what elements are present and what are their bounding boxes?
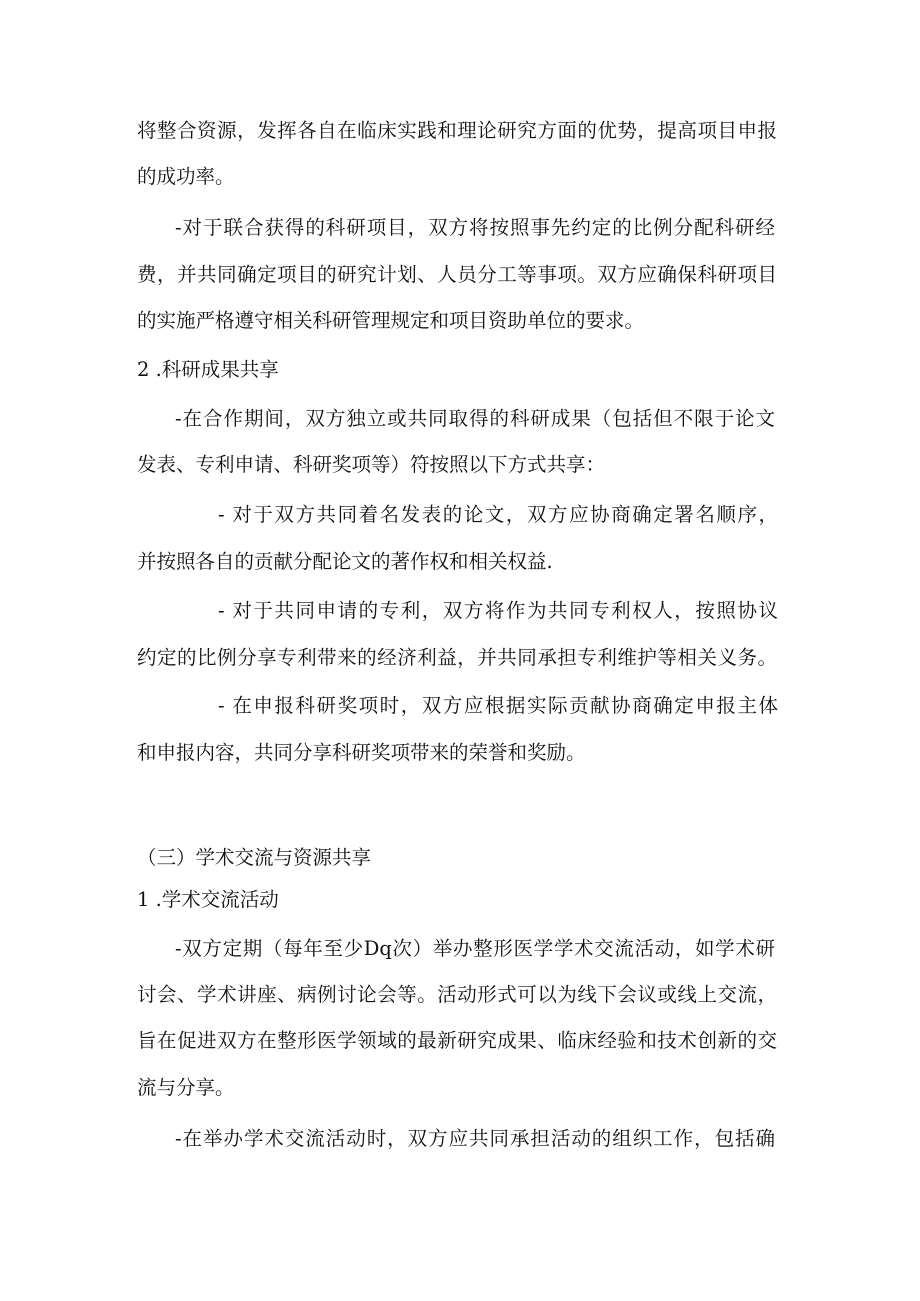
paragraph-line: -在举办学术交流活动时，双方应共同承担活动的组织工作，包括确 [175, 1127, 775, 1150]
paragraph-line: 发表、专利申请、科研奖项等）符按照以下方式共享： [137, 453, 606, 476]
paragraph-line: 讨会、学术讲座、病例讨论会等。活动形式可以为线下会议或线上交流， [137, 983, 777, 1006]
section-heading: 2 .科研成果共享 [137, 358, 279, 381]
paragraph-line: - 对于双方共同着名发表的论文，双方应协商确定署名顺序， [218, 503, 778, 526]
paragraph-line: -对于联合获得的科研项目，双方将按照事先约定的比例分配科研经 [175, 216, 775, 239]
paragraph-line: 的实施严格遵守相关科研管理规定和项目资助单位的要求。 [137, 309, 645, 332]
paragraph-line: -双方定期（每年至少Dq次）举办整形医学学术交流活动，如学术研 [175, 937, 775, 960]
paragraph-line: 和申报内容，共同分享科研奖项带来的荣誉和奖励。 [137, 741, 586, 764]
paragraph-line: 费，并共同确定项目的研究计划、人员分工等事项。双方应确保科研项目 [137, 263, 777, 286]
paragraph-line: -在合作期间，双方独立或共同取得的科研成果（包括但不限于论文 [175, 407, 775, 430]
section-heading: 1 .学术交流活动 [137, 888, 279, 911]
paragraph-line: - 对于共同申请的专利，双方将作为共同专利权人，按照协议 [218, 599, 778, 622]
paragraph-line: 流与分享。 [137, 1076, 235, 1099]
paragraph-line: 将整合资源，发挥各自在临床实践和理论研究方面的优势，提高项目申报 [137, 119, 777, 142]
paragraph-line: 旨在促进双方在整形医学领域的最新研究成果、临床经验和技术创新的交 [137, 1029, 777, 1052]
section-heading: （三）学术交流与资源共享 [137, 846, 372, 869]
paragraph-line: 约定的比例分享专利带来的经济利益，并共同承担专利维护等相关义务。 [137, 646, 777, 669]
paragraph-line: 的成功率。 [137, 165, 235, 188]
paragraph-line: - 在申报科研奖项时，双方应根据实际贡献协商确定申报主体 [218, 694, 778, 717]
paragraph-line: 并按照各自的贡献分配论文的著作权和相关权益. [137, 550, 553, 573]
